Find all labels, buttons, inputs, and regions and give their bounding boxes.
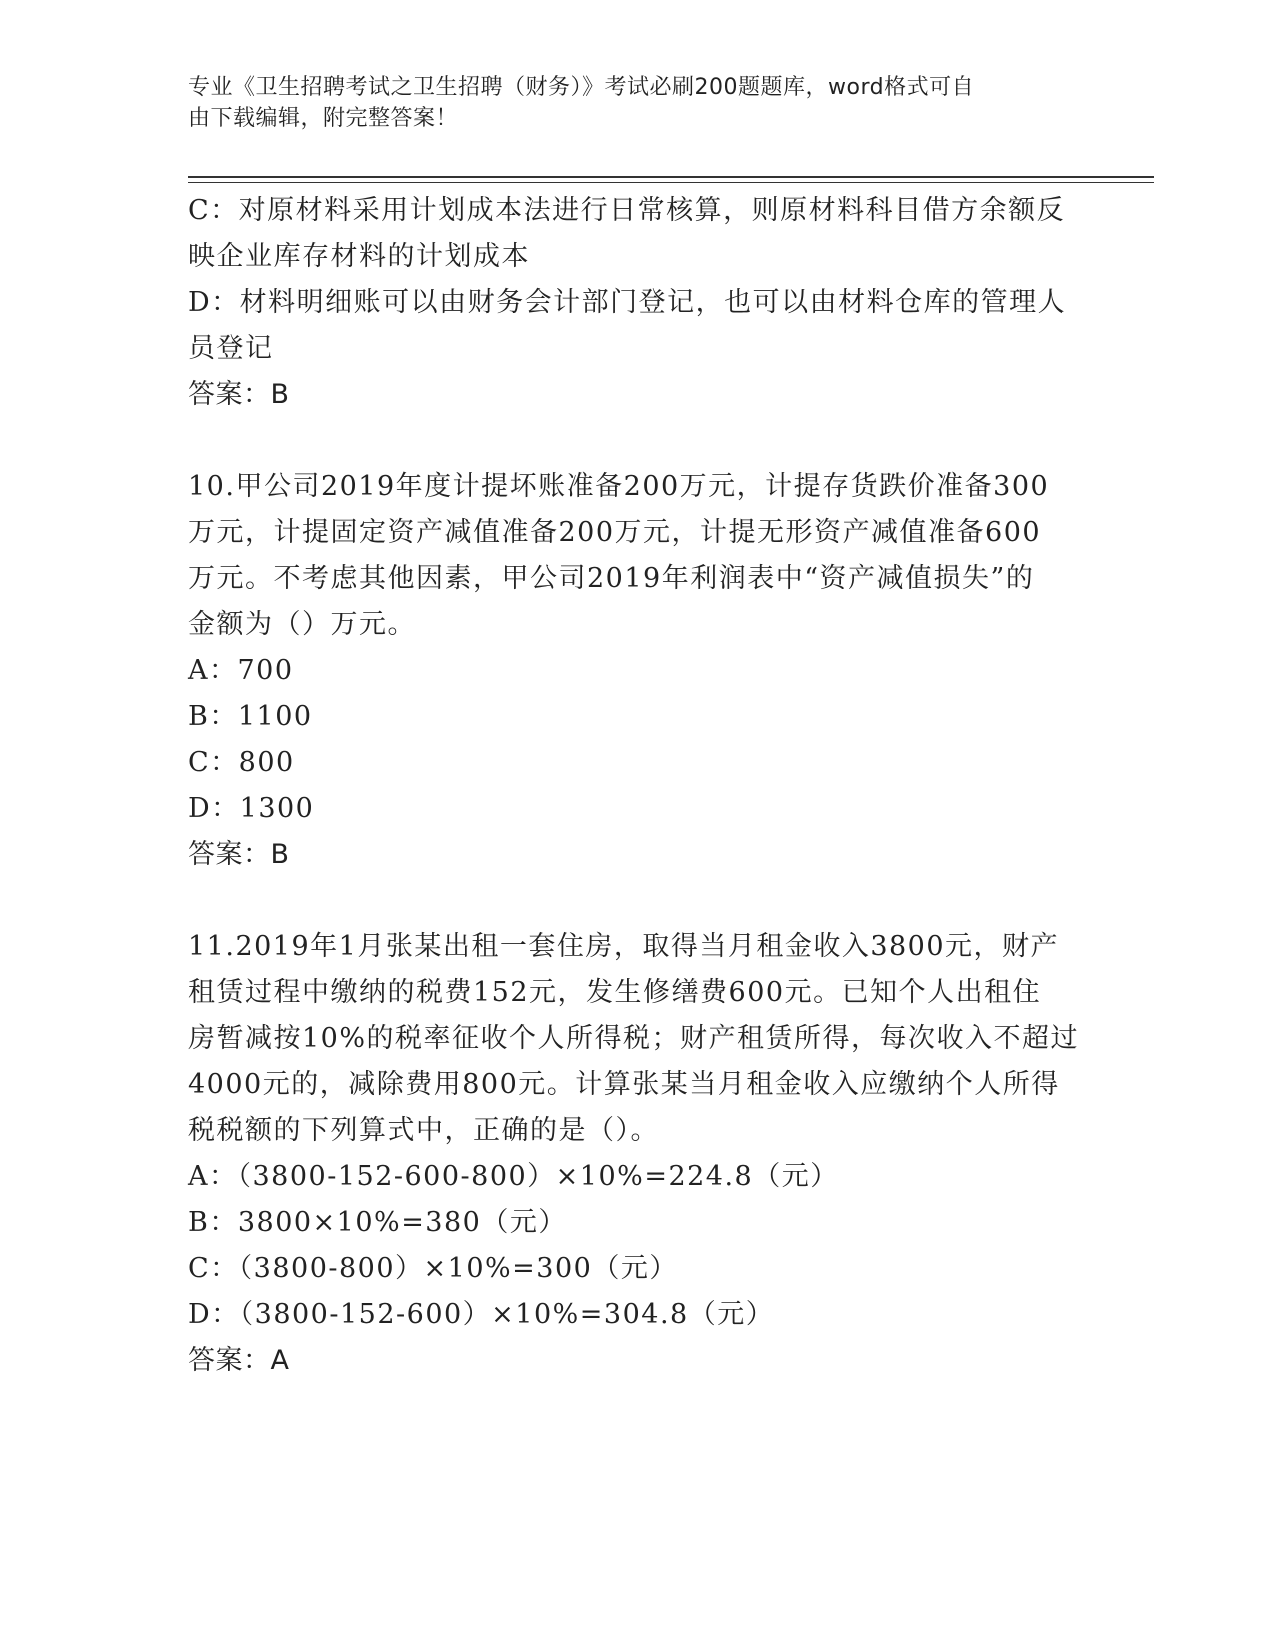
question-stem-line: 房暂减按10%的税率征收个人所得税；财产租赁所得，每次收入不超过: [188, 1023, 1080, 1054]
option-c: C：（3800-800）×10%=300（元）: [188, 1253, 678, 1284]
question-11: [188, 924, 1088, 1384]
question-stem-line: 万元，计提固定资产减值准备200万元，计提无形资产减值准备600: [188, 517, 1042, 548]
question-stem-line: 11.2019年1月张某出租一套住房，取得当月租金收入3800元，财产: [188, 931, 1060, 962]
header-line-2: 由下载编辑，附完整答案！: [188, 106, 459, 131]
spacer: [188, 418, 1088, 464]
answer-line: 答案：A: [188, 1345, 290, 1376]
option-c-line-2: 映企业库存材料的计划成本: [188, 241, 530, 272]
header-line-1: 专业《卫生招聘考试之卫生招聘（财务）》考试必刷200题题库，word格式可自: [188, 75, 975, 100]
option-b: B：1100: [188, 701, 313, 732]
question-stem-line: 10.甲公司2019年度计提坏账准备200万元，计提存货跌价准备300: [188, 471, 1050, 502]
header-divider-thin: [188, 182, 1154, 183]
question-stem-line: 万元。不考虑其他因素，甲公司2019年利润表中“资产减值损失”的: [188, 563, 1035, 594]
question-stem-line: 税税额的下列算式中，正确的是（）。: [188, 1115, 659, 1146]
option-a: A：700: [188, 655, 294, 686]
question-10: [188, 464, 1088, 878]
document-header: [188, 72, 1068, 134]
document-body: [188, 188, 1088, 1384]
question-stem-line: 租赁过程中缴纳的税费152元，发生修缮费600元。已知个人出租住: [188, 977, 1042, 1008]
option-d-line-1: D：材料明细账可以由财务会计部门登记，也可以由材料仓库的管理人: [188, 287, 1067, 318]
option-d: D：1300: [188, 793, 315, 824]
option-d: D：（3800-152-600）×10%=304.8（元）: [188, 1299, 775, 1330]
question-stem-line: 4000元的，减除费用800元。计算张某当月租金收入应缴纳个人所得: [188, 1069, 1060, 1100]
option-c-line-1: C：对原材料采用计划成本法进行日常核算，则原材料科目借方余额反: [188, 195, 1066, 226]
option-d-line-2: 员登记: [188, 333, 274, 364]
question-stem-line: 金额为（）万元。: [188, 609, 416, 640]
header-divider-thick: [188, 176, 1154, 178]
answer-line: 答案：B: [188, 839, 290, 870]
option-a: A：（3800-152-600-800）×10%=224.8（元）: [188, 1161, 839, 1192]
answer-line: 答案：B: [188, 379, 290, 410]
option-b: B：3800×10%=380（元）: [188, 1207, 567, 1238]
option-c: C：800: [188, 747, 295, 778]
spacer: [188, 878, 1088, 924]
question-9-tail: [188, 188, 1088, 418]
